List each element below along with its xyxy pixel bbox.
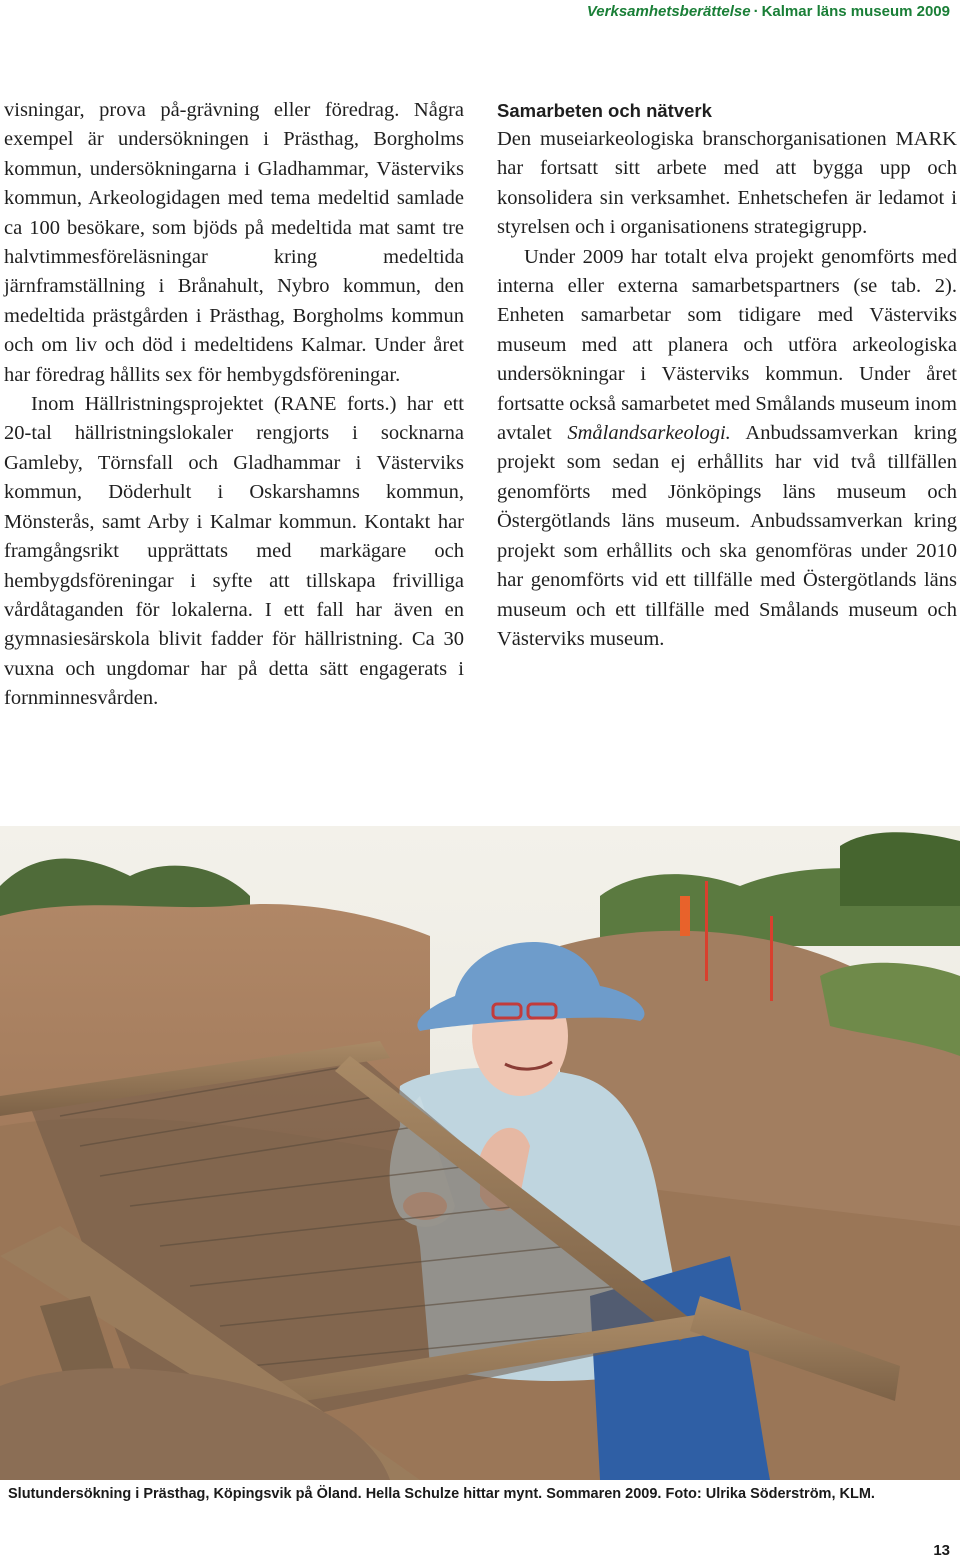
running-header <box>587 3 950 20</box>
excavation-photo <box>0 826 960 1480</box>
right-paragraph-2-end: Anbudssamverkan kring projekt som sedan ej erhållits har vid två tillfällen genomförts med Jönköpings läns museum och Östergötlands läns museum. Anbudssamverkan kring projekt som erhållits och ska genomföras under 2010 har genomförts vid ett tillfälle med Östergötlands läns museum och ett tillfälle med Smålands museum och Västerviks museum. <box>497 422 957 650</box>
page-number: 13 <box>933 1542 950 1559</box>
left-paragraph-2: Inom Hällristningsprojektet (RANE forts.) har ett 20-tal hällristningslokaler rengjorts i socknarna Gamleby, Törnsfall och Gladhammar i Västerviks kommun, Döderhult i Oskarshamns kommun, Mönsterås, samt Arby i Kalmar kommun. Kontakt har framgångsrikt upprättats med markägare och hembygdsföreningar i syfte att tillskapa frivilliga vårdåtaganden för lokalerna. I ett fall har även en gymnasiesärskola blivit fadder för hällristning. Ca 30 vuxna och ungdomar har på detta sätt engagerats i fornminnesvården. <box>4 393 464 710</box>
right-paragraph-2 <box>497 243 957 655</box>
photo-caption: Slutundersökning i Prästhag, Köpingsvik på Öland. Hella Schulze hittar mynt. Sommaren 2009. Foto: Ulrika Söderström, KLM. <box>8 1486 875 1502</box>
publication-title: Verksamhetsberättelse <box>586 3 751 20</box>
left-column <box>4 96 464 714</box>
left-paragraph-1: visningar, prova på-grävning eller föredrag. Några exempel är undersökningen i Prästhag, Borgholms kommun, undersökningarna i Gladhammar, Västerviks kommun, Arkeologidagen med tema medeltid samlade ca 100 besökare, som bjöds på medeltida mat samt tre halvtimmesföreläsningar kring medeltida järnframställning i Brånahult, Nybro kommun, den medeltida prästgården i Prästhag, Borgholms kommun och om liv och död i medeltidens Kalmar. Under året har föredrag hållits sex för hembygdsföreningar. <box>4 99 464 386</box>
right-paragraph-2-start: Under 2009 har totalt elva projekt genomförts med interna eller externa samarbetspartners (se tab. 2). Enheten samarbetar som tidigare med Västerviks museum med att planera och utföra arkeologiska undersökningar i Västerviks kommun. Under året fortsatte också samarbetet med Smålands museum inom avtalet <box>497 245 957 445</box>
header-separator: · <box>753 3 759 20</box>
project-name-italic: Smålandsarkeologi. <box>567 422 731 445</box>
museum-name: Kalmar läns museum 2009 <box>761 3 950 20</box>
right-paragraph-1: Den museiarkeologiska branschorganisationen MARK har fortsatt sitt arbete med att bygga upp och konsolidera sin verksamhet. Enhetschefen är ledamot i styrelsen och i organisationens strategigrupp. <box>497 128 957 239</box>
right-column <box>497 96 957 654</box>
section-heading: Samarbeten och nätverk <box>497 100 712 121</box>
